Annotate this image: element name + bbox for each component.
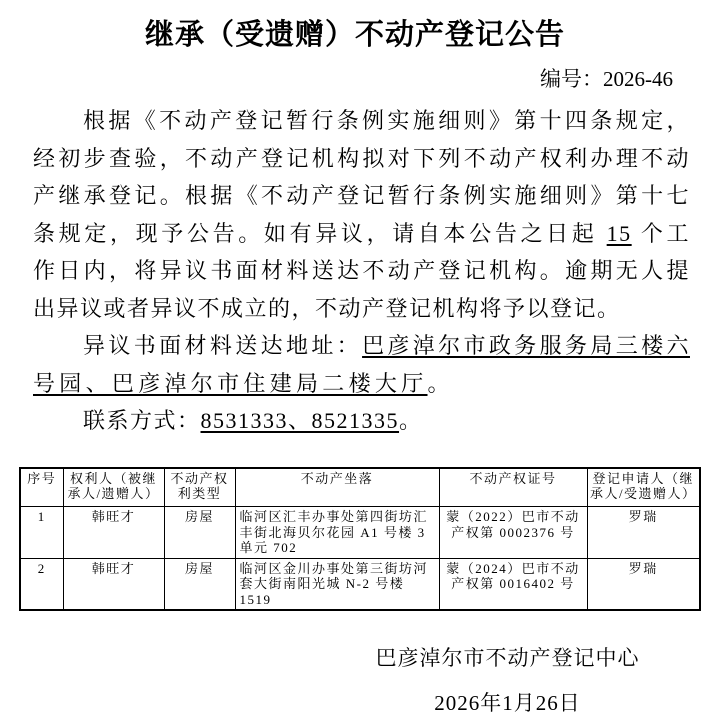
notice-title: 继承（受遗赠）不动产登记公告 <box>144 19 565 51</box>
doc-number: 编号：2026-46 <box>540 67 673 91</box>
body-line <box>33 402 690 440</box>
table-cell: 蒙（2022）巴市不动产权第 0002376 号 <box>439 507 587 559</box>
notice-table-header-row <box>20 468 700 507</box>
footer-date: 2026年1月26日 <box>434 691 581 715</box>
table-header-cell: 不动产权证号 <box>439 468 587 507</box>
notice-table-body <box>20 507 700 611</box>
table-header-cell: 不动产坐落 <box>235 468 439 507</box>
body-line <box>33 177 690 215</box>
table-cell: 临河区金川办事处第三街坊河套大街南阳光城 N-2 号楼 1519 <box>235 558 439 610</box>
body-text-segment: 经初步查验，不动产登记机构拟对下列不动产权利办理不动 <box>33 145 690 171</box>
table-cell: 罗瑞 <box>587 507 700 559</box>
table-cell: 临河区汇丰办事处第四街坊汇丰街北海贝尔花园 A1 号楼 3 单元 702 <box>235 507 439 559</box>
table-header-cell: 序号 <box>20 468 63 507</box>
body-text-segment: 。 <box>399 408 423 433</box>
body-text-segment: 出异议或者异议不成立的，不动产登记机构将予以登记。 <box>33 295 621 321</box>
body-line <box>33 140 690 178</box>
body-text-segment: 根据《不动产登记暂行条例实施细则》第十四条规定， <box>83 108 690 133</box>
body-text-segment: 联系方式： <box>83 408 201 433</box>
notice-page <box>0 12 710 715</box>
table-cell: 韩旺才 <box>63 558 164 610</box>
table-header-cell: 登记申请人（继承人/受遗赠人） <box>587 468 700 507</box>
table-cell: 蒙（2024）巴市不动产权第 0016402 号 <box>439 558 587 610</box>
body-line <box>33 290 690 328</box>
notice-footer <box>320 642 695 717</box>
body-text-segment: 个工 <box>631 220 690 246</box>
notice-body <box>33 102 690 440</box>
table-cell: 房屋 <box>164 558 235 610</box>
underlined-text: 8531333、8521335 <box>200 408 400 433</box>
table-cell: 房屋 <box>164 507 235 559</box>
body-line <box>33 102 690 140</box>
body-text-segment: 作日内，将异议书面材料送达不动产登记机构。逾期无人提 <box>33 258 690 283</box>
table-header-cell: 不动产权利类型 <box>164 468 235 507</box>
table-row <box>20 507 700 559</box>
body-line <box>33 327 690 365</box>
body-text-segment: 产继承登记。根据《不动产登记暂行条例实施细则》第十七 <box>33 183 690 208</box>
body-line <box>33 215 690 253</box>
table-cell: 1 <box>20 507 63 559</box>
body-line <box>33 365 690 403</box>
body-line <box>33 252 690 290</box>
underlined-text: 15 <box>606 220 632 246</box>
table-row <box>20 558 700 610</box>
table-cell: 罗瑞 <box>587 558 700 610</box>
body-text-segment: 异议书面材料送达地址： <box>83 333 363 358</box>
underlined-text: 巴彦淖尔市政务服务局三楼六 <box>362 333 690 358</box>
table-cell: 2 <box>20 558 63 610</box>
underlined-text: 号园、巴彦淖尔市住建局二楼大厅 <box>33 370 428 396</box>
body-text-segment: 。 <box>427 370 454 396</box>
table-cell: 韩旺才 <box>63 507 164 559</box>
table-header-cell: 权利人（被继承人/遗赠人） <box>63 468 164 507</box>
body-text-segment: 条规定，现予公告。如有异议，请自本公告之日起 <box>33 220 607 246</box>
notice-table <box>19 467 701 612</box>
footer-issuer: 巴彦淖尔市不动产登记中心 <box>375 646 640 670</box>
